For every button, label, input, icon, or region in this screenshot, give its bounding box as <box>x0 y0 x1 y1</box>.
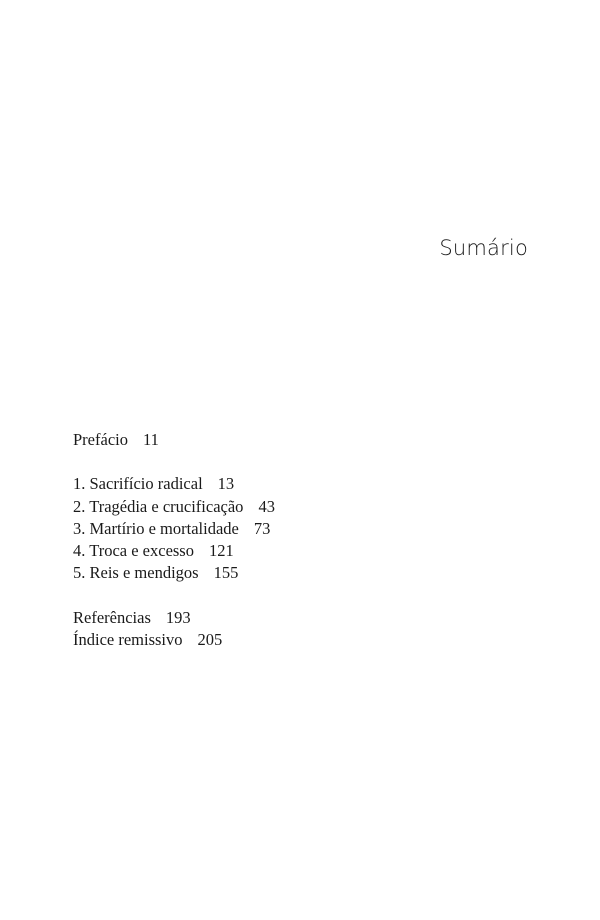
toc-entry-page: 43 <box>258 496 275 516</box>
page-title: Sumário <box>439 236 528 260</box>
toc-entry-label: 4. Troca e excesso <box>73 541 194 560</box>
toc-back-matter <box>73 607 275 651</box>
toc-entry-label: 1. Sacrifício radical <box>73 474 203 494</box>
toc-entry-label: Referências <box>73 607 151 627</box>
toc-entry-label: 5. Reis e mendigos <box>73 563 199 583</box>
toc-entry-chapter-3 <box>73 518 275 540</box>
toc-entry-indice-remissivo <box>73 629 275 651</box>
toc-entry-chapter-4 <box>73 540 275 562</box>
toc-entry-chapter-1 <box>73 473 275 495</box>
toc-entry-label: Prefácio <box>73 430 128 449</box>
toc-entry-page: 205 <box>197 629 223 649</box>
toc-entry-label: Índice remissivo <box>73 629 183 649</box>
toc-entry-page: 193 <box>165 607 191 627</box>
toc-entry-chapter-2 <box>73 496 275 518</box>
toc-entry-label: 3. Martírio e mortalidade <box>73 518 239 538</box>
toc-entry-page: 121 <box>208 541 234 560</box>
toc-entry-prefacio <box>73 429 275 451</box>
toc-entry-chapter-5 <box>73 562 275 584</box>
toc-entry-page: 155 <box>213 563 239 583</box>
toc-entry-referencias <box>73 607 275 629</box>
toc-chapters <box>73 473 275 584</box>
table-of-contents <box>73 429 275 673</box>
toc-front-matter <box>73 429 275 451</box>
toc-entry-page: 13 <box>217 474 235 494</box>
toc-entry-page: 11 <box>142 430 159 449</box>
toc-entry-label: 2. Tragédia e crucificação <box>73 496 244 516</box>
toc-entry-page: 73 <box>253 518 271 538</box>
